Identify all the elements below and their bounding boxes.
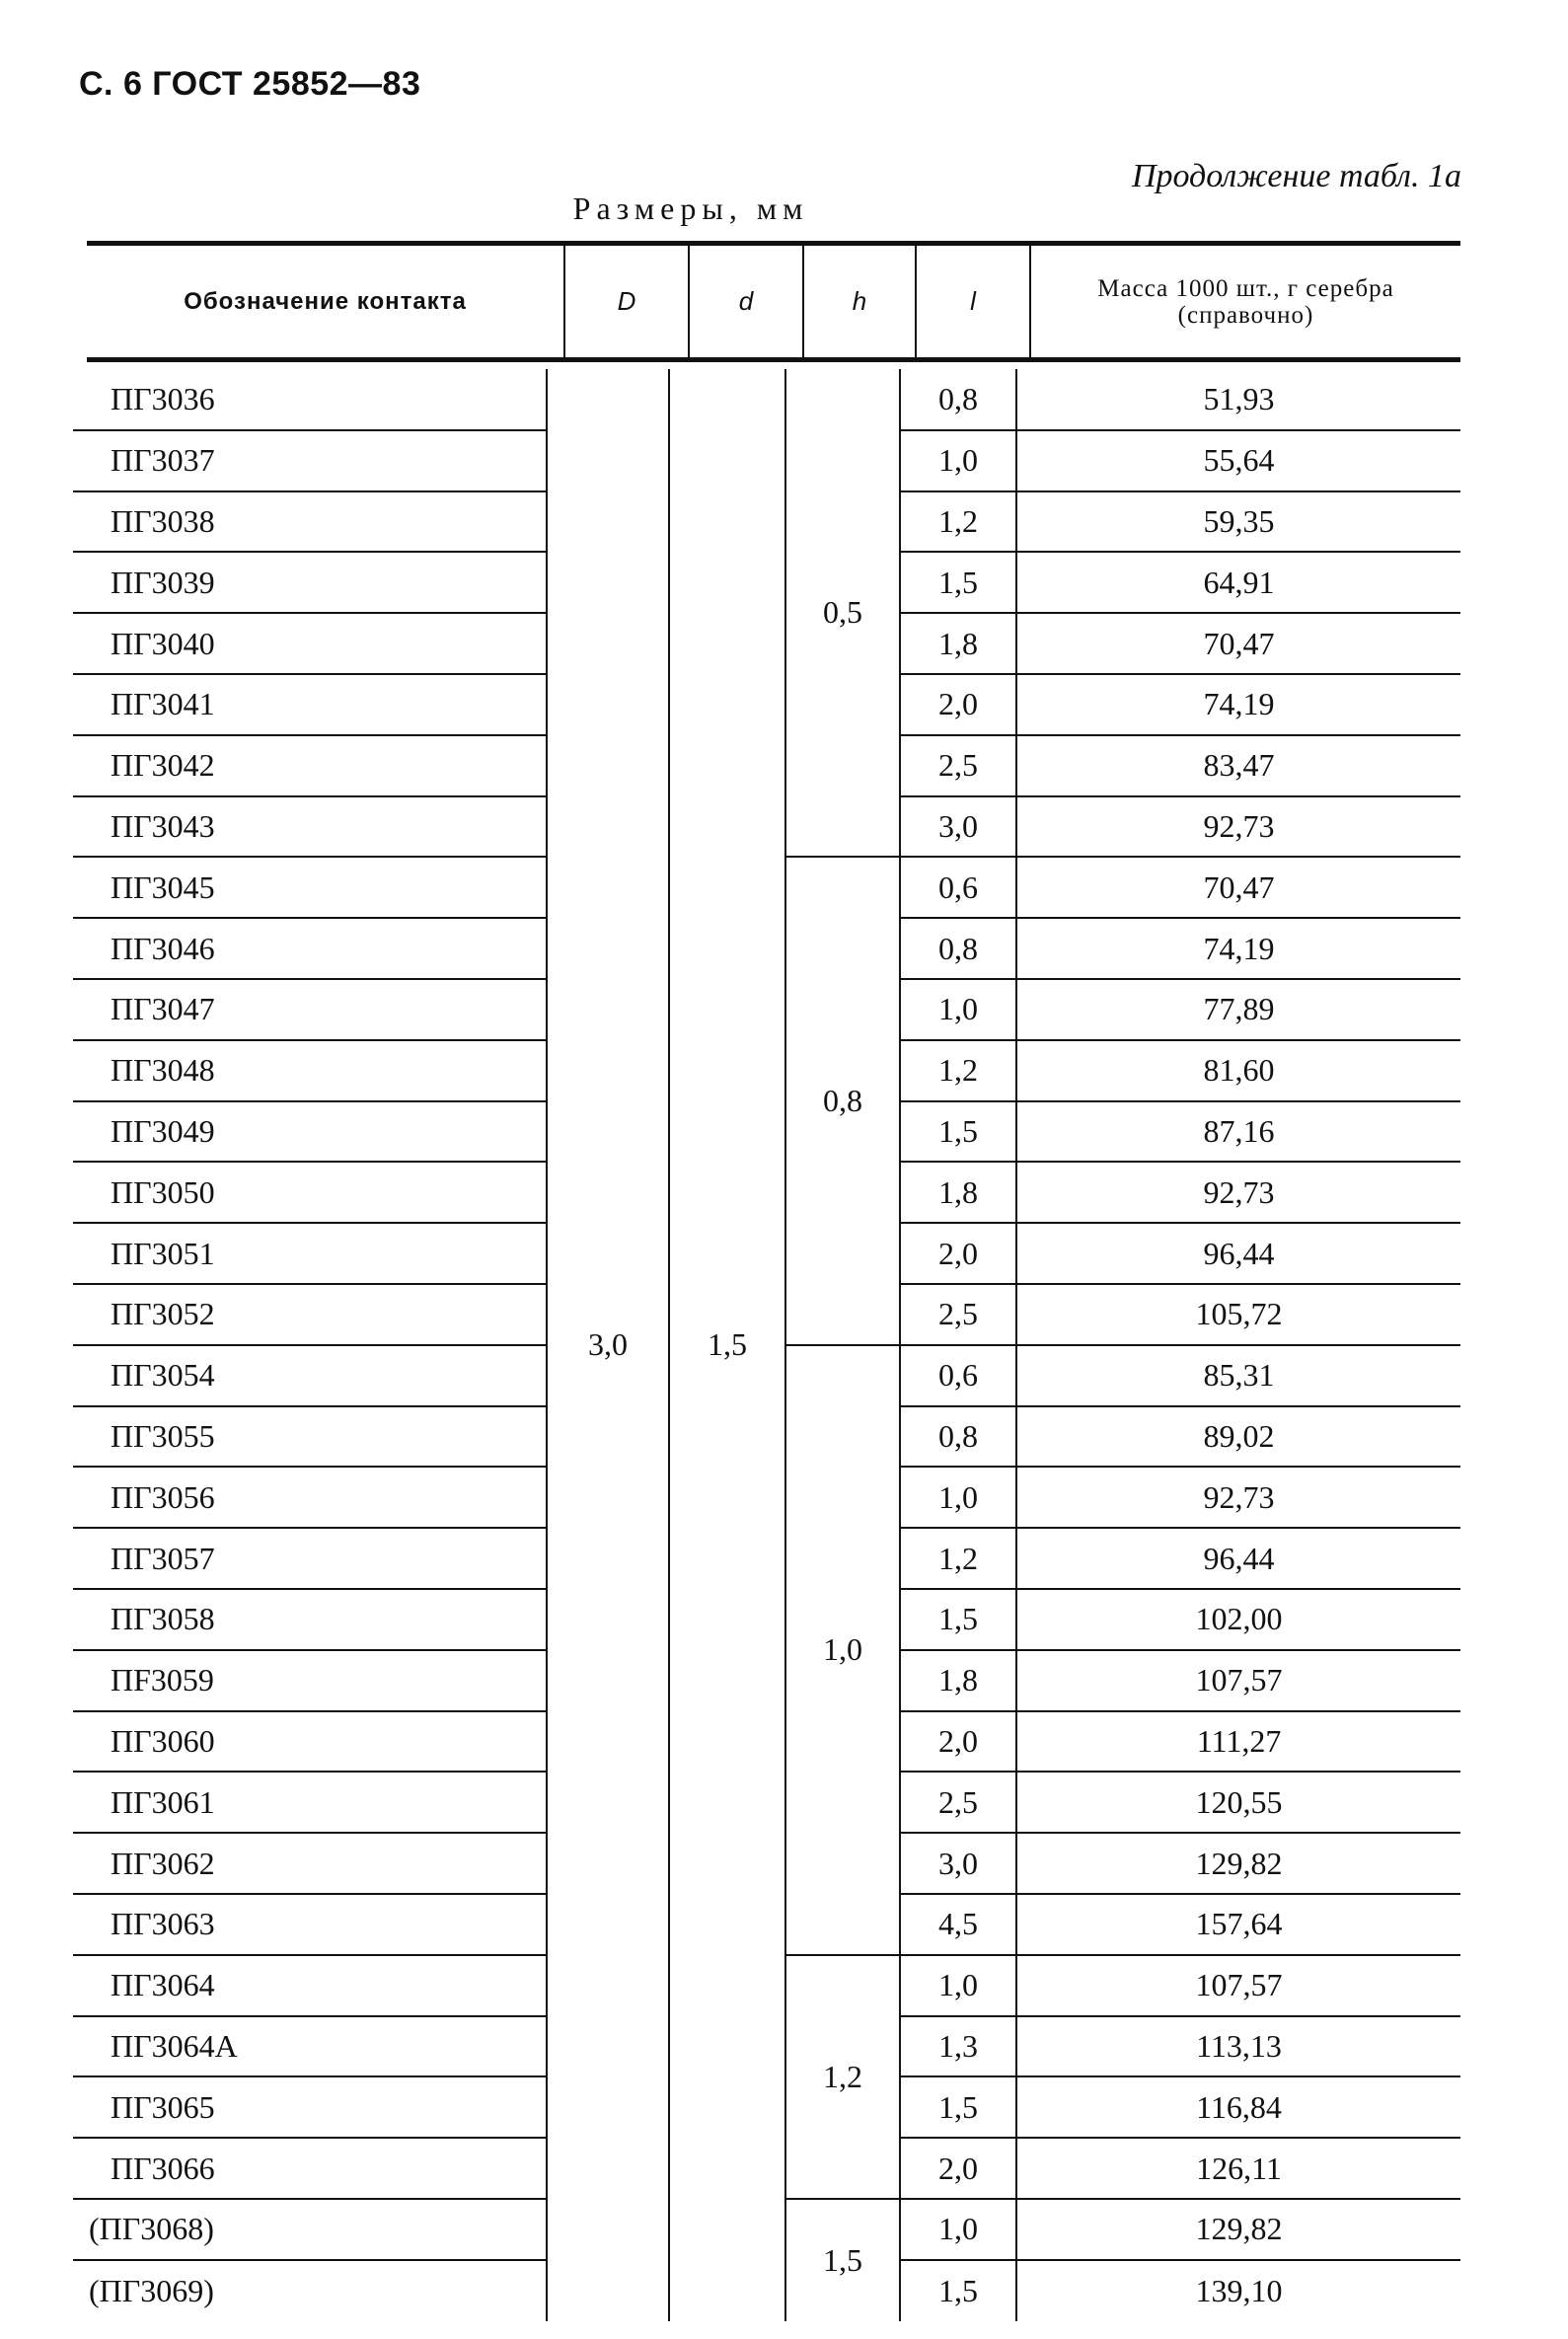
l-value: 2,5 — [900, 1284, 1016, 1345]
mass-value: 92,73 — [1016, 1467, 1460, 1528]
contact-designation: ПГ3064А — [73, 2016, 547, 2077]
dimensions-label: Размеры, мм — [572, 190, 809, 226]
h-value: 1,2 — [785, 1955, 900, 2199]
mass-value: 77,89 — [1016, 979, 1460, 1040]
mass-value: 105,72 — [1016, 1284, 1460, 1345]
contact-designation: ПF3059 — [73, 1650, 547, 1711]
contact-designation: ПГ3056 — [73, 1467, 547, 1528]
contact-designation: ПГ3049 — [73, 1101, 547, 1163]
h-value: 0,8 — [785, 857, 900, 1344]
l-value: 1,2 — [900, 1528, 1016, 1589]
l-value: 4,5 — [900, 1894, 1016, 1955]
l-value: 2,0 — [900, 1223, 1016, 1284]
contact-designation: ПГ3054 — [73, 1345, 547, 1406]
mass-value: 139,10 — [1195, 2272, 1283, 2308]
contact-designation: ПГ3046 — [73, 918, 547, 979]
l-value: 1,8 — [900, 613, 1016, 674]
h-value: 1,5 — [785, 2199, 900, 2321]
mass-value: 70,47 — [1016, 613, 1460, 674]
data-table — [73, 369, 1460, 2321]
mass-value: 92,73 — [1016, 1162, 1460, 1223]
mass-value: 64,91 — [1016, 552, 1460, 613]
l-value: 2,0 — [900, 2138, 1016, 2199]
header-designation: Обозначение контакта — [184, 287, 467, 315]
l-value: 0,8 — [900, 1406, 1016, 1468]
mass-value: 70,47 — [1016, 857, 1460, 918]
mass-value: 87,16 — [1016, 1101, 1460, 1163]
contact-designation: (ПГ3069) — [89, 2272, 214, 2308]
contact-designation: ПГ3043 — [73, 796, 547, 858]
contact-designation: ПГ3047 — [73, 979, 547, 1040]
mass-value: 59,35 — [1016, 491, 1460, 553]
contact-designation: ПГ3041 — [73, 674, 547, 735]
mass-value: 55,64 — [1016, 430, 1460, 491]
mass-value: 107,57 — [1016, 1955, 1460, 2016]
l-value: 1,0 — [900, 1955, 1016, 2016]
header-D: D — [564, 246, 689, 357]
page-header: С. 6 ГОСТ 25852—83 — [79, 65, 421, 103]
l-value: 0,8 — [900, 918, 1016, 979]
header-bottom-rule — [87, 357, 1460, 362]
contact-designation: ПГ3051 — [73, 1223, 547, 1284]
l-value: 2,5 — [900, 1772, 1016, 1833]
mass-value: 92,73 — [1016, 796, 1460, 858]
l-value: 2,5 — [900, 735, 1016, 796]
header-d: d — [689, 246, 803, 357]
l-value: 1,5 — [900, 1589, 1016, 1650]
l-value: 1,5 — [900, 552, 1016, 613]
contact-designation: ПГ3055 — [73, 1406, 547, 1468]
l-value: 1,8 — [900, 1650, 1016, 1711]
mass-value: 74,19 — [1016, 918, 1460, 979]
l-value: 1,5 — [900, 2260, 1016, 2321]
l-value: 1,8 — [900, 1162, 1016, 1223]
contact-designation: ПГ3040 — [73, 613, 547, 674]
mass-value: 111,27 — [1016, 1711, 1460, 1773]
mass-value: 96,44 — [1016, 1223, 1460, 1284]
contact-designation: ПГ3052 — [73, 1284, 547, 1345]
mass-value: 126,11 — [1016, 2138, 1460, 2199]
l-value: 1,2 — [900, 1040, 1016, 1101]
l-value: 2,0 — [900, 1711, 1016, 1773]
l-value: 1,3 — [900, 2016, 1016, 2077]
l-value: 3,0 — [900, 1833, 1016, 1894]
mass-value: 96,44 — [1016, 1528, 1460, 1589]
l-value: 1,2 — [900, 491, 1016, 553]
mass-value: 51,93 — [1016, 369, 1460, 430]
mass-value: 102,00 — [1016, 1589, 1460, 1650]
mass-value: 89,02 — [1016, 1406, 1460, 1468]
l-value: 3,0 — [900, 796, 1016, 858]
mass-value: 120,55 — [1016, 1772, 1460, 1833]
header-h: h — [803, 246, 916, 357]
contact-designation: ПГ3036 — [73, 369, 547, 430]
mass-value: 129,82 — [1016, 2199, 1460, 2260]
h-value: 1,0 — [785, 1345, 900, 1955]
mass-value: 74,19 — [1016, 674, 1460, 735]
mass-value: 107,57 — [1016, 1650, 1460, 1711]
mass-value: 129,82 — [1016, 1833, 1460, 1894]
l-value: 2,0 — [900, 674, 1016, 735]
contact-designation: (ПГ3068) — [73, 2199, 547, 2260]
contact-designation: ПГ3037 — [73, 430, 547, 491]
l-value: 1,5 — [900, 2076, 1016, 2138]
contact-designation: ПГ3062 — [73, 1833, 547, 1894]
l-value: 1,0 — [900, 1467, 1016, 1528]
D-value: 3,0 — [547, 369, 669, 2321]
l-value: 0,8 — [900, 369, 1016, 430]
table-header — [87, 246, 1460, 357]
mass-value: 113,13 — [1016, 2016, 1460, 2077]
mass-value: 83,47 — [1016, 735, 1460, 796]
l-value: 0,6 — [900, 857, 1016, 918]
contact-designation: ПГ3065 — [73, 2076, 547, 2138]
contact-designation: ПГ3038 — [73, 491, 547, 553]
contact-designation: ПГ3064 — [73, 1955, 547, 2016]
contact-designation: ПГ3057 — [73, 1528, 547, 1589]
mass-value: 81,60 — [1016, 1040, 1460, 1101]
contact-designation: ПГ3061 — [73, 1772, 547, 1833]
header-mass: Масса 1000 шт., г серебра (справочно) — [1030, 246, 1460, 357]
contact-designation: ПГ3050 — [73, 1162, 547, 1223]
contact-designation: ПГ3048 — [73, 1040, 547, 1101]
continuation-label: Продолжение табл. 1а — [1131, 158, 1461, 194]
mass-value: 85,31 — [1016, 1345, 1460, 1406]
header-l: l — [916, 246, 1030, 357]
contact-designation: ПГ3042 — [73, 735, 547, 796]
mass-value: 116,84 — [1016, 2076, 1460, 2138]
contact-designation: ПГ3063 — [73, 1894, 547, 1955]
contact-designation: ПГ3066 — [73, 2138, 547, 2199]
l-value: 1,0 — [900, 979, 1016, 1040]
d-value: 1,5 — [669, 369, 785, 2321]
h-value: 0,5 — [785, 369, 900, 857]
contact-designation: ПГ3039 — [73, 552, 547, 613]
contact-designation: ПГ3045 — [73, 857, 547, 918]
l-value: 1,0 — [900, 430, 1016, 491]
mass-value: 157,64 — [1016, 1894, 1460, 1955]
contact-designation: ПГ3058 — [73, 1589, 547, 1650]
contact-designation: ПГ3060 — [73, 1711, 547, 1773]
l-value: 0,6 — [900, 1345, 1016, 1406]
l-value: 1,0 — [900, 2199, 1016, 2260]
table-row — [73, 369, 1460, 430]
l-value: 1,5 — [900, 1101, 1016, 1163]
